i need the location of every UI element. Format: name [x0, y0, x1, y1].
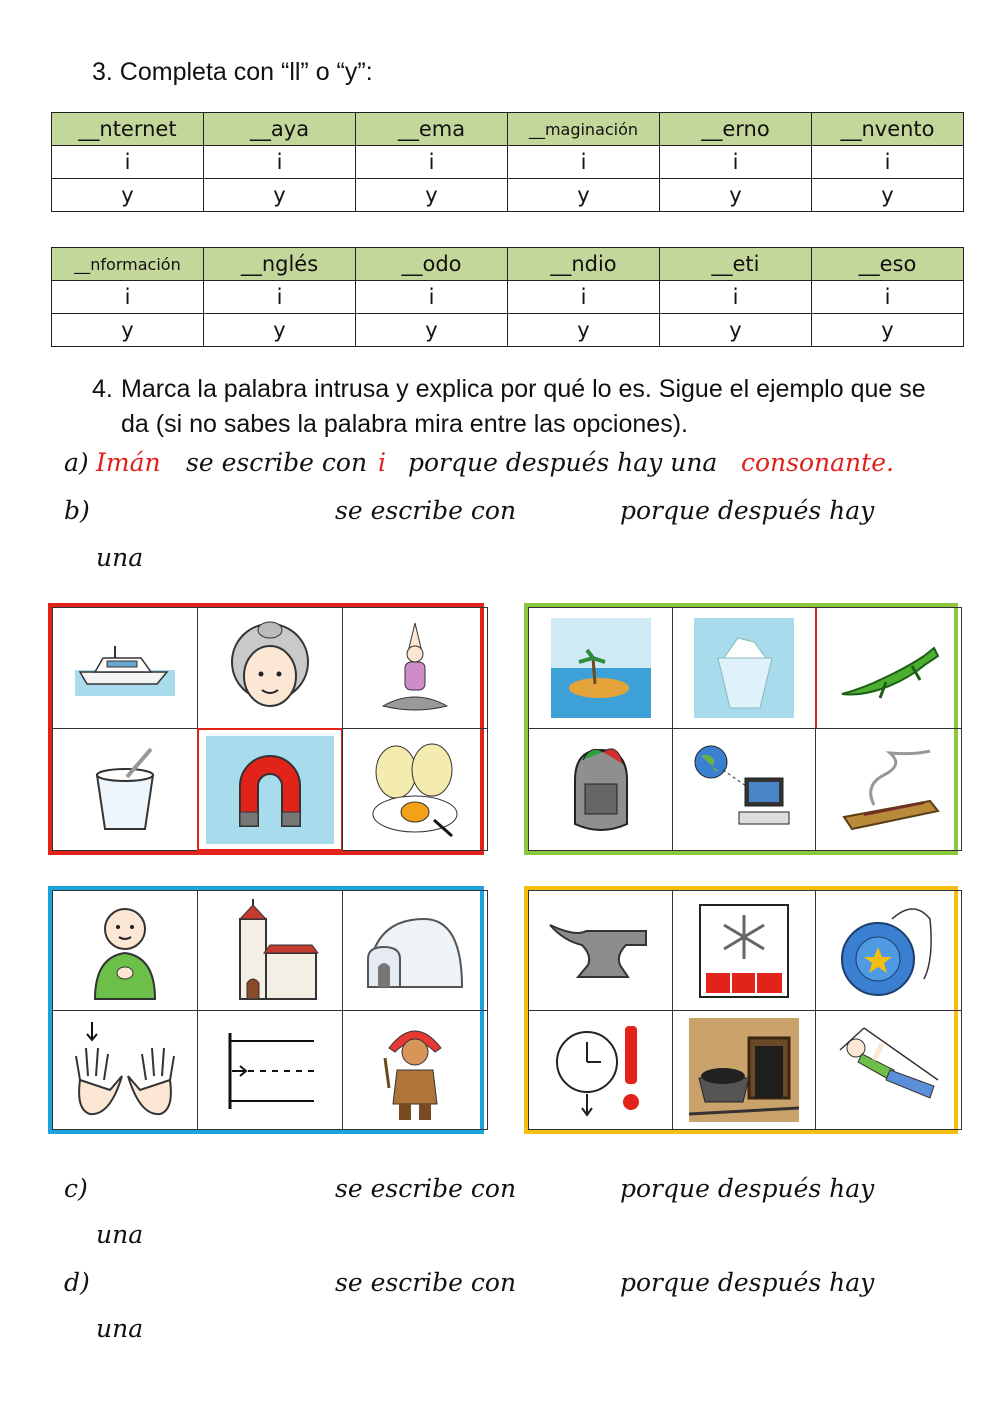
- urgent-clock-icon: [551, 1020, 651, 1120]
- section4-number: 4.: [92, 375, 113, 403]
- mine-icon: [689, 1018, 799, 1122]
- answer-b-mid: se escribe con: [335, 496, 517, 525]
- option-y[interactable]: y: [52, 314, 204, 347]
- anvil-icon: [546, 911, 656, 991]
- start-line-icon: [220, 1025, 320, 1115]
- grid-cell[interactable]: [52, 1010, 198, 1130]
- grid-cell[interactable]: [815, 607, 962, 729]
- hands-icon: [70, 1020, 180, 1120]
- grid-red: [48, 603, 484, 855]
- table2-word: __odo: [356, 248, 508, 281]
- answer-c-mid: se escribe con: [335, 1174, 517, 1203]
- lying-person-icon: [834, 1020, 944, 1120]
- answer-d-after: porque después hay: [620, 1268, 875, 1297]
- answer-d-label: d): [64, 1268, 90, 1297]
- table1-word: __nternet: [52, 113, 204, 146]
- answer-d-mid: se escribe con: [335, 1268, 517, 1297]
- table1-word: __nvento: [812, 113, 964, 146]
- answer-d-una: una: [96, 1314, 144, 1343]
- grid-cell[interactable]: [342, 890, 488, 1011]
- grid-cell[interactable]: [197, 1010, 343, 1130]
- option-i[interactable]: i: [52, 146, 204, 179]
- table2-word: __eso: [812, 248, 964, 281]
- grid-cell[interactable]: [672, 1010, 816, 1130]
- table1-word: __erno: [660, 113, 812, 146]
- grid-cell[interactable]: [528, 890, 673, 1011]
- option-i[interactable]: i: [508, 146, 660, 179]
- option-i[interactable]: i: [52, 281, 204, 314]
- grid-cell[interactable]: [528, 607, 673, 729]
- section3-heading: 3. Completa con “ll” o “y”:: [92, 58, 373, 86]
- table2-word: __nglés: [204, 248, 356, 281]
- example-word: Imán: [96, 448, 161, 477]
- internet-icon: [689, 740, 799, 840]
- option-y[interactable]: y: [812, 179, 964, 212]
- option-i[interactable]: i: [660, 281, 812, 314]
- word-table-2: [51, 247, 964, 347]
- table2-word: __eti: [660, 248, 812, 281]
- grid-cell[interactable]: [197, 607, 343, 729]
- church-icon: [220, 899, 320, 1003]
- option-y[interactable]: y: [812, 314, 964, 347]
- option-i[interactable]: i: [812, 281, 964, 314]
- grid-cell[interactable]: [197, 890, 343, 1011]
- option-i[interactable]: i: [356, 146, 508, 179]
- grid-cell[interactable]: [528, 1010, 673, 1130]
- option-y[interactable]: y: [204, 179, 356, 212]
- option-i[interactable]: i: [812, 146, 964, 179]
- answer-c-una: una: [96, 1220, 144, 1249]
- table1-word: __ema: [356, 113, 508, 146]
- option-y[interactable]: y: [356, 314, 508, 347]
- grid-green: [524, 603, 958, 855]
- person-me-icon: [85, 901, 165, 1001]
- grid-cell[interactable]: [528, 728, 673, 851]
- word-table-1: [51, 112, 964, 212]
- table1-word: __maginación: [508, 113, 660, 146]
- helmet-icon: [561, 740, 641, 840]
- option-i[interactable]: i: [356, 281, 508, 314]
- option-y[interactable]: y: [204, 314, 356, 347]
- answer-c-label: c): [64, 1174, 88, 1203]
- grid-cell[interactable]: [342, 1010, 488, 1130]
- table2-word: __nformación: [52, 248, 204, 281]
- grid-cell[interactable]: [197, 728, 343, 851]
- island-icon: [551, 618, 651, 718]
- incense-icon: [834, 745, 944, 835]
- iceberg-icon: [694, 618, 794, 718]
- example-letter: i: [378, 448, 386, 477]
- answer-b-label: b): [64, 496, 90, 525]
- example-label: a): [64, 448, 89, 477]
- grid-cell[interactable]: [815, 1010, 962, 1130]
- option-i[interactable]: i: [508, 281, 660, 314]
- example-reason: consonante.: [741, 448, 894, 477]
- winter-icon: [694, 901, 794, 1001]
- option-y[interactable]: y: [660, 179, 812, 212]
- grid-cell[interactable]: [342, 607, 488, 729]
- yogurt-icon: [85, 745, 165, 835]
- option-y[interactable]: y: [356, 179, 508, 212]
- section4-text: Marca la palabra intrusa y explica por qué lo es. Sigue el ejemplo que se da (si no sabes la palabra mira entre las opciones).: [121, 375, 926, 438]
- grid-cell[interactable]: [52, 728, 198, 851]
- egg-yolk-icon: [360, 740, 470, 840]
- grid-cell[interactable]: [815, 728, 962, 851]
- grid-cell[interactable]: [672, 728, 816, 851]
- iguana-icon: [834, 628, 944, 708]
- grid-yellow: [524, 886, 958, 1134]
- answer-b-una: una: [96, 543, 144, 572]
- option-i[interactable]: i: [204, 146, 356, 179]
- example-mid: se escribe con: [186, 448, 368, 477]
- option-y[interactable]: y: [508, 314, 660, 347]
- grandmother-icon: [225, 618, 315, 718]
- option-y[interactable]: y: [508, 179, 660, 212]
- answer-b-after: porque después hay: [620, 496, 875, 525]
- answer-c-after: porque después hay: [620, 1174, 875, 1203]
- option-y[interactable]: y: [660, 314, 812, 347]
- igloo-icon: [360, 911, 470, 991]
- grid-blue: [48, 886, 484, 1134]
- magnet-icon: [206, 736, 334, 844]
- option-i[interactable]: i: [660, 146, 812, 179]
- option-i[interactable]: i: [204, 281, 356, 314]
- yacht-icon: [75, 640, 175, 696]
- indian-chief-icon: [375, 1018, 455, 1122]
- grid-cell[interactable]: [672, 890, 816, 1011]
- yoyo-icon: [834, 899, 944, 1003]
- example-after: porque después hay una: [408, 448, 718, 477]
- yoga-icon: [375, 618, 455, 718]
- option-y[interactable]: y: [52, 179, 204, 212]
- grid-cell[interactable]: [52, 890, 198, 1011]
- table1-word: __aya: [204, 113, 356, 146]
- table2-word: __ndio: [508, 248, 660, 281]
- grid-cell[interactable]: [52, 607, 198, 729]
- grid-cell[interactable]: [815, 890, 962, 1011]
- grid-cell[interactable]: [342, 728, 488, 851]
- grid-cell[interactable]: [672, 607, 816, 729]
